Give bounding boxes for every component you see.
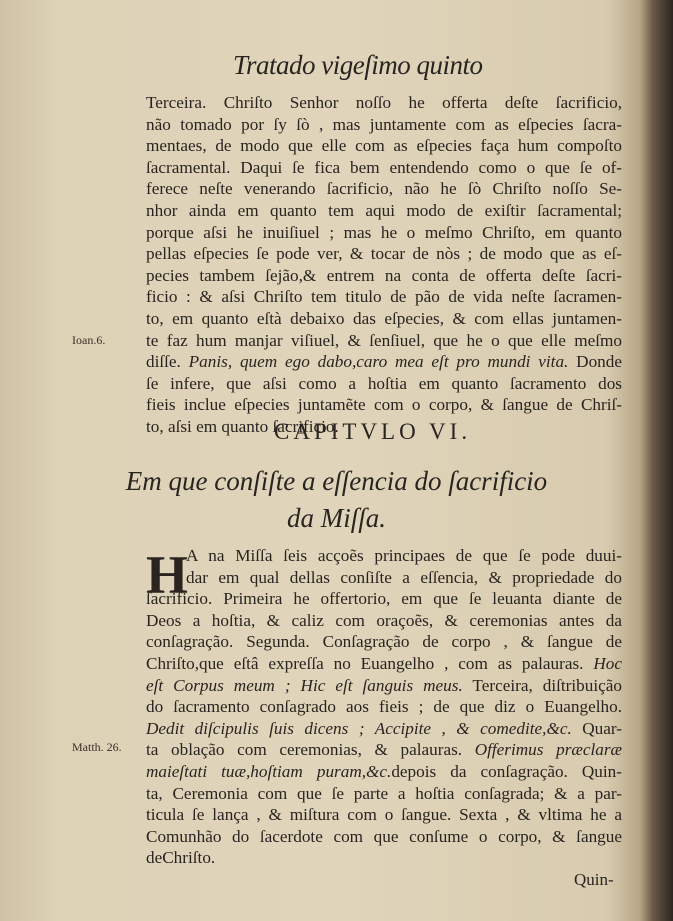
text-line [146,330,622,352]
text-run: diſſe. [146,352,189,372]
text-line [146,178,622,200]
text-run: ficio : & aſsi Chriſto tem titulo de pão de vida neſte ſacramen- [146,287,622,307]
text-line [146,157,622,179]
text-line [146,588,622,610]
text-line [146,351,622,373]
text-run: ferece neſte venerando ſacrificio, não he ſò Chriſto noſſo Se- [146,179,622,199]
text-run: Quar- [571,718,622,738]
catchword: Quin- [574,870,614,889]
text-run: Donde [568,352,622,372]
text-line [146,243,622,265]
text-line [146,92,622,114]
text-run: A na Miſſa ſeis acçoẽs principaes de que ſe pode duui- [186,546,622,565]
text-run: Chriſto,que eſtâ expreſſa no Euangelho , com as palauras. [146,653,594,673]
text-line [146,265,622,287]
text-run: pellas eſpecies ſe pode ver, & tocar de nòs ; de modo que as eſ- [146,244,622,264]
italic-quote: Panis, quem ego dabo,caro mea eſt pro mundi vita. [188,352,569,372]
text-run: to, em quanto eſtà debaixo das eſpecies, & com ellas juntamen- [146,308,622,328]
text-run: Comunhão do ſacerdote com que conſume o corpo, & ſangue [146,826,622,846]
chapter-title: CAPITVLO VI. [274,419,472,444]
text-line [146,135,622,157]
text-line [146,739,622,761]
text-run: dar em qual dellas conſiſte a eſſencia, & propriedade do [186,567,622,587]
text-line [146,286,622,308]
text-run: Deos a hoſtia, & caliz com oraçoẽs, & ceremonias antes da [146,610,622,630]
running-head: Tratado vigeſimo quinto [233,50,483,80]
text-run: conſagração. Segunda. Conſagração de corpo , & ſangue de [146,632,622,652]
chapter-heading-line-2: da Miſſa. [287,503,386,533]
text-line [146,631,622,653]
italic-quote: maieſtati tuæ,hoſtiam puram,&c. [146,761,392,781]
text-line [146,696,622,718]
text-run: ta, Ceremonia com que ſe parte a hoſtia conſagrada; & a par- [146,783,622,803]
text-line [146,826,622,848]
text-run: fieis inclue eſpecies juntamẽte com o corpo, & ſangue de Chriſ- [146,395,622,415]
italic-quote: Offerimus præclaræ [474,740,622,760]
text-line [146,653,622,675]
margin-note-matth: Matth. 26. [72,740,122,754]
text-run: te faz hum manjar viſiuel, & ſenſiuel, que he o que elle meſmo [146,330,622,350]
text-run: deChriſto. [146,848,216,868]
text-run: do ſacramento conſagrado aos fieis ; de que diz o Euangelho. [146,697,622,717]
text-line [146,675,622,697]
text-line [186,567,622,589]
text-line [146,783,622,805]
text-run: Terceira. Chriſto Senhor noſſo he offerta deſte ſacrificio, [146,93,622,112]
text-line [146,222,622,244]
text-line [146,373,622,395]
text-run: não tomado por ſy ſò , mas juntamente com as eſpecies ſacra- [146,114,622,134]
text-run: pecies tambem ſejão,& entrem na conta de offerta deſte ſacri- [146,265,622,285]
text-run: Terceira, diſtribuição [462,675,622,695]
text-run: ſacrificio. Primeira he offertorio, em que ſe leuanta diante de [146,589,622,609]
text-run: nhor ainda em quanto tem aqui modo de exiſtir ſacramental; [146,200,622,220]
text-line [146,847,622,869]
text-run: ſacramental. Daqui ſe fica bem entendendo como o que ſe of- [146,157,622,177]
text-run: mentaes, de modo que elle com as eſpecies faça hum compoſto [146,136,622,156]
text-run: ſe infere, que aſsi como a hoſtia em quanto ſacramento dos [146,373,622,393]
body-text-block-2 [146,545,622,869]
drop-cap: H [146,545,189,605]
text-run: porque aſsi he inuiſiuel ; mas he o meſmo Chriſto, em quanto [146,222,622,242]
text-line [146,610,622,632]
chapter-heading-line-1: Em que conſiſte a eſſencia do ſacrificio [125,466,548,496]
text-line [146,114,622,136]
italic-quote: Hoc [593,653,622,673]
italic-quote: eſt Corpus meum ; Hic eſt ſanguis meus. [146,675,463,695]
body-text-block-1 [146,92,622,438]
text-line [146,761,622,783]
text-line [186,545,622,567]
text-line [146,200,622,222]
text-run: ta oblação com ceremonias, & palauras. [146,740,475,760]
italic-quote: Dedit diſcipulis ſuis dicens ; Accipite , & comedite,&c. [146,718,572,738]
text-line [146,804,622,826]
text-run: ticula ſe lança , & miſtura com o ſangue. Sexta , & vltima he a [146,805,622,825]
text-line [146,394,622,416]
text-line [146,718,622,740]
margin-note-ioan: Ioan.6. [72,333,106,347]
text-line [146,308,622,330]
text-run: to, aſsi em quanto ſacrificio. [146,416,339,436]
text-run: depois da conſagração. Quin- [391,761,622,781]
